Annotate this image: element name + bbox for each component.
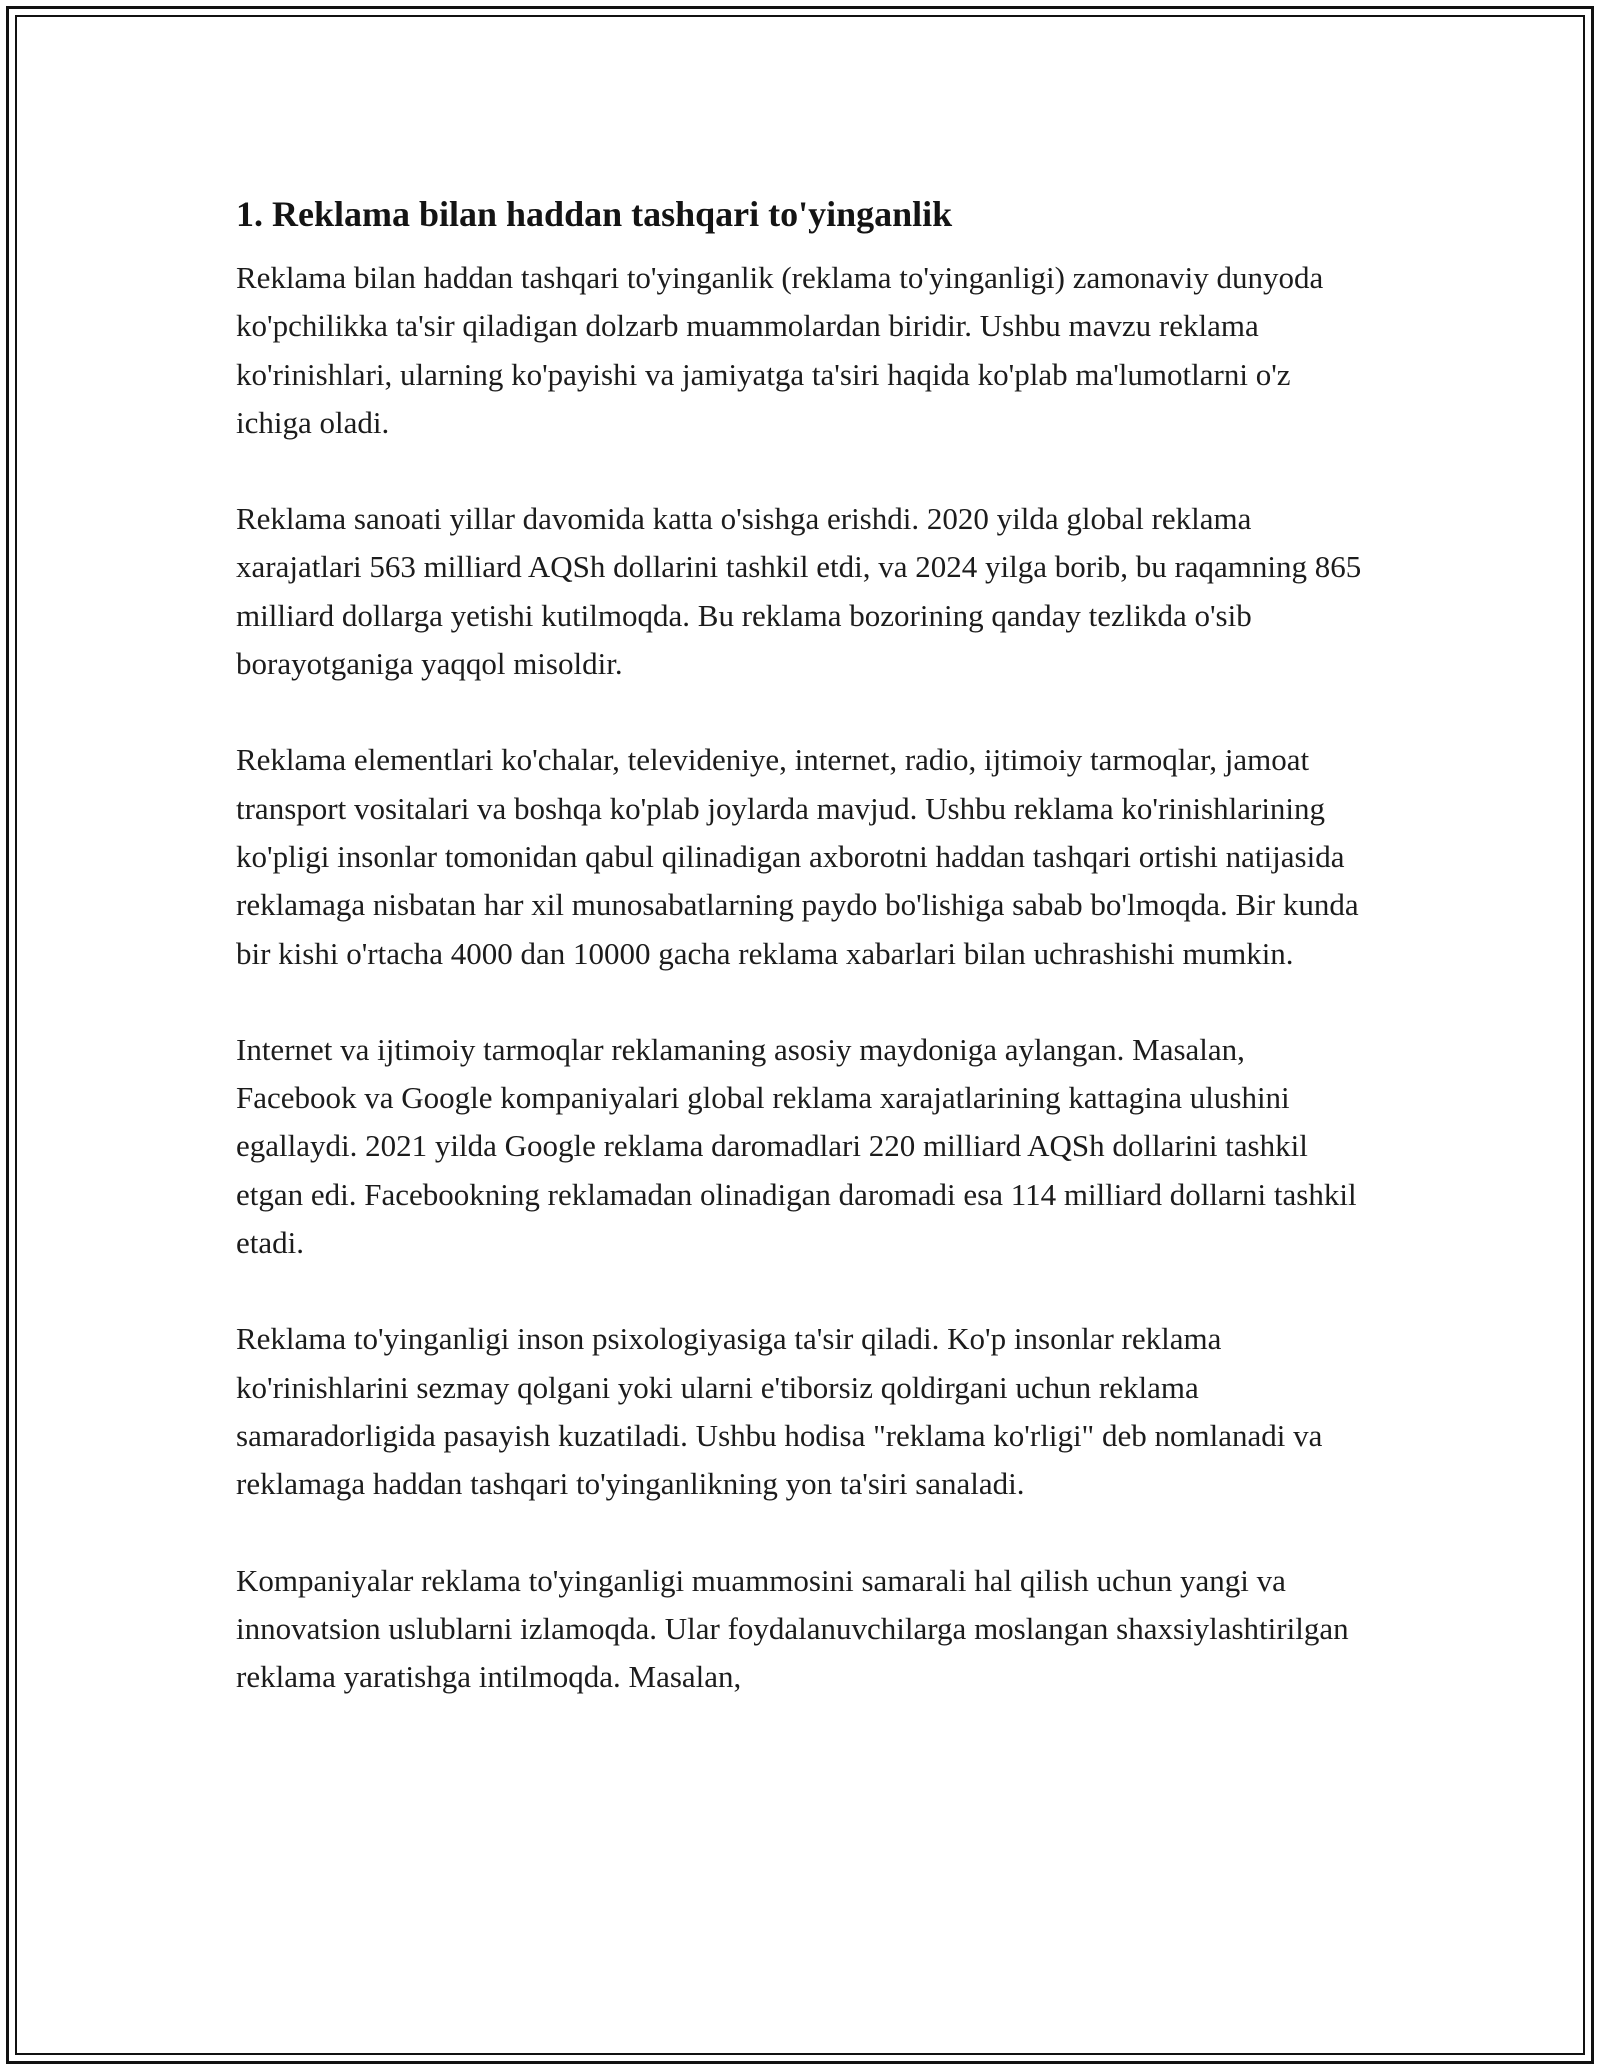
paragraph-list xyxy=(236,254,1366,1701)
paragraph: Internet va ijtimoiy tarmoqlar reklamaning asosiy maydoniga aylangan. Masalan, Facebook va Google kompaniyalari global reklama xarajatlarining kattagina ulushini egallaydi. 2021 yilda Google reklama daromadlari 220 milliard AQSh dollarini tashkil etgan edi. Facebookning reklamadan olinadigan daromadi esa 114 milliard dollarni tashkil etadi. xyxy=(236,1031,1357,1261)
paragraph: Reklama sanoati yillar davomida katta o'sishga erishdi. 2020 yilda global reklama xarajatlari 563 milliard AQSh dollarini tashkil etdi, va 2024 yilga borib, bu raqamning 865 milliard dollarga yetishi kutilmoqda. Bu reklama bozorining qanday tezlikda o'sib borayotganiga yaqqol misoldir. xyxy=(236,501,1362,682)
paragraph: Reklama bilan haddan tashqari to'yinganlik (reklama to'yinganligi) zamonaviy dunyoda ko'pchilikka ta'sir qiladigan dolzarb muammolardan biridir. Ushbu mavzu reklama ko'rinishlari, ularning ko'payishi va jamiyatga ta'siri haqida ko'plab ma'lumotlarni o'z ichiga oladi. xyxy=(236,260,1324,440)
section-heading: 1. Reklama bilan haddan tashqari to'yinganlik xyxy=(236,194,953,234)
paragraph: Kompaniyalar reklama to'yinganligi muammosini samarali hal qilish uchun yangi va innovatsion uslublarni izlamoqda. Ular foydalanuvchilarga moslangan shaxsiylashtirilgan reklama yaratishga intilmoqda. Masalan, xyxy=(236,1562,1349,1695)
paragraph: Reklama to'yinganligi inson psixologiyasiga ta'sir qiladi. Ko'p insonlar reklama ko'rinishlarini sezmay qolgani yoki ularni e'tiborsiz qoldirgani uchun reklama samaradorligida pasayish kuzatiladi. Ushbu hodisa "reklama ko'rligi" deb nomlanadi va reklamaga haddan tashqari to'yinganlikning yon ta'siri sanaladi. xyxy=(236,1321,1323,1502)
paragraph: Reklama elementlari ko'chalar, televideniye, internet, radio, ijtimoiy tarmoqlar, jamoat transport vositalari va boshqa ko'plab joylarda mavjud. Ushbu reklama ko'rinishlarining ko'pligi insonlar tomonidan qabul qilinadigan axborotni haddan tashqari ortishi natijasida reklamaga nisbatan har xil munosabatlarning paydo bo'lishiga sabab bo'lmoqda. Bir kunda bir kishi o'rtacha 4000 dan 10000 gacha reklama xabarlari bilan uchrashishi mumkin. xyxy=(236,742,1359,971)
document-body xyxy=(236,186,1366,1749)
